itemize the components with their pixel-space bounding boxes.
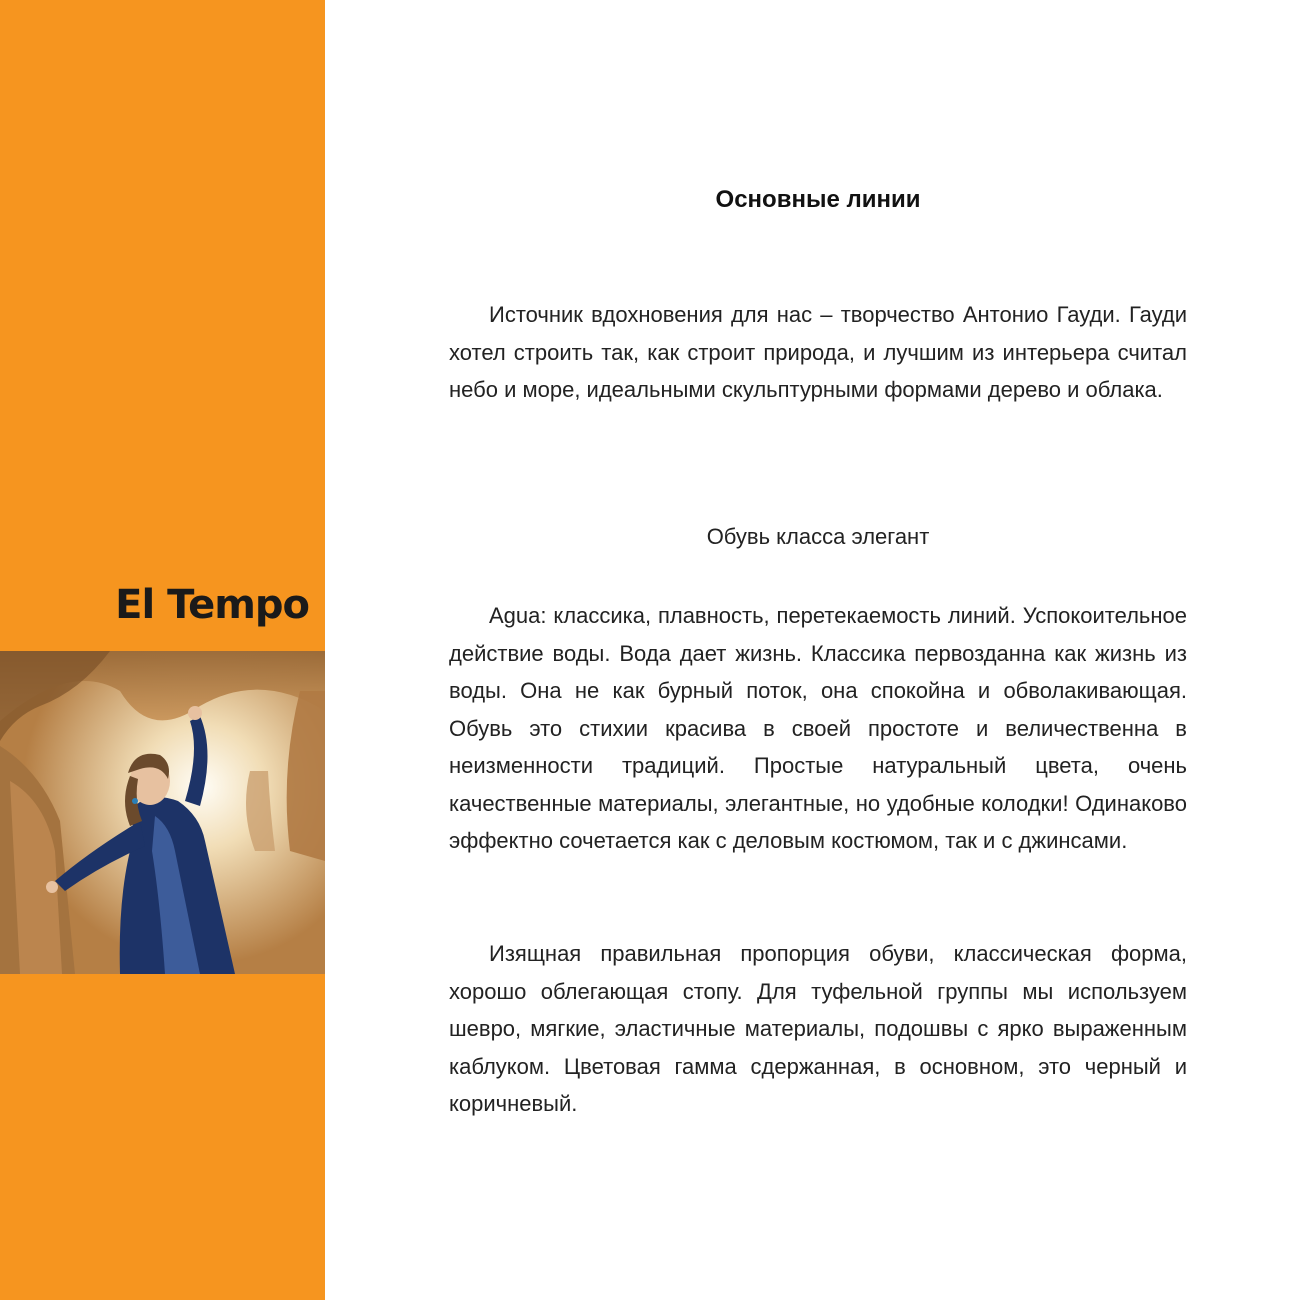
intro-paragraph: Источник вдохновения для нас – творчество Антонио Гауди. Гауди хотел строить так, как строит природа, и лучшим из интерьера считал небо и море, идеальными скульптурными формами дерево и облака. bbox=[449, 302, 1187, 402]
form-paragraph: Изящная правильная пропорция обуви, классическая форма, хорошо облегающая стопу. Для туфельной группы мы используем шевро, мягкие, эластичные материалы, подошвы с ярко выраженным каблуком. Цветовая гамма сдержанная, в основном, это черный и коричневый. bbox=[449, 941, 1187, 1116]
agua-paragraph: Agua: классика, плавность, перетекаемость линий. Успокоительное действие воды. Вода дает жизнь. Классика первозданна как жизнь из воды. Она не как бурный поток, она спокойна и обволакивающая. Обувь это стихии красива в своей простоте и величественна в неизменности традиций. Простые натуральный цвета, очень качественные материалы, элегантные, но удобные колодки! Одинаково эффектно сочетается как с деловым костюмом, так и с джинсами. bbox=[449, 603, 1187, 853]
side-panel bbox=[0, 0, 325, 1300]
section-subheading: Обувь класса элегант bbox=[706, 524, 930, 549]
photo-illustration bbox=[0, 651, 325, 974]
brand-title: El Tempo bbox=[115, 582, 309, 628]
page-title: Основные линии bbox=[715, 186, 921, 213]
fashion-photo bbox=[0, 651, 325, 974]
